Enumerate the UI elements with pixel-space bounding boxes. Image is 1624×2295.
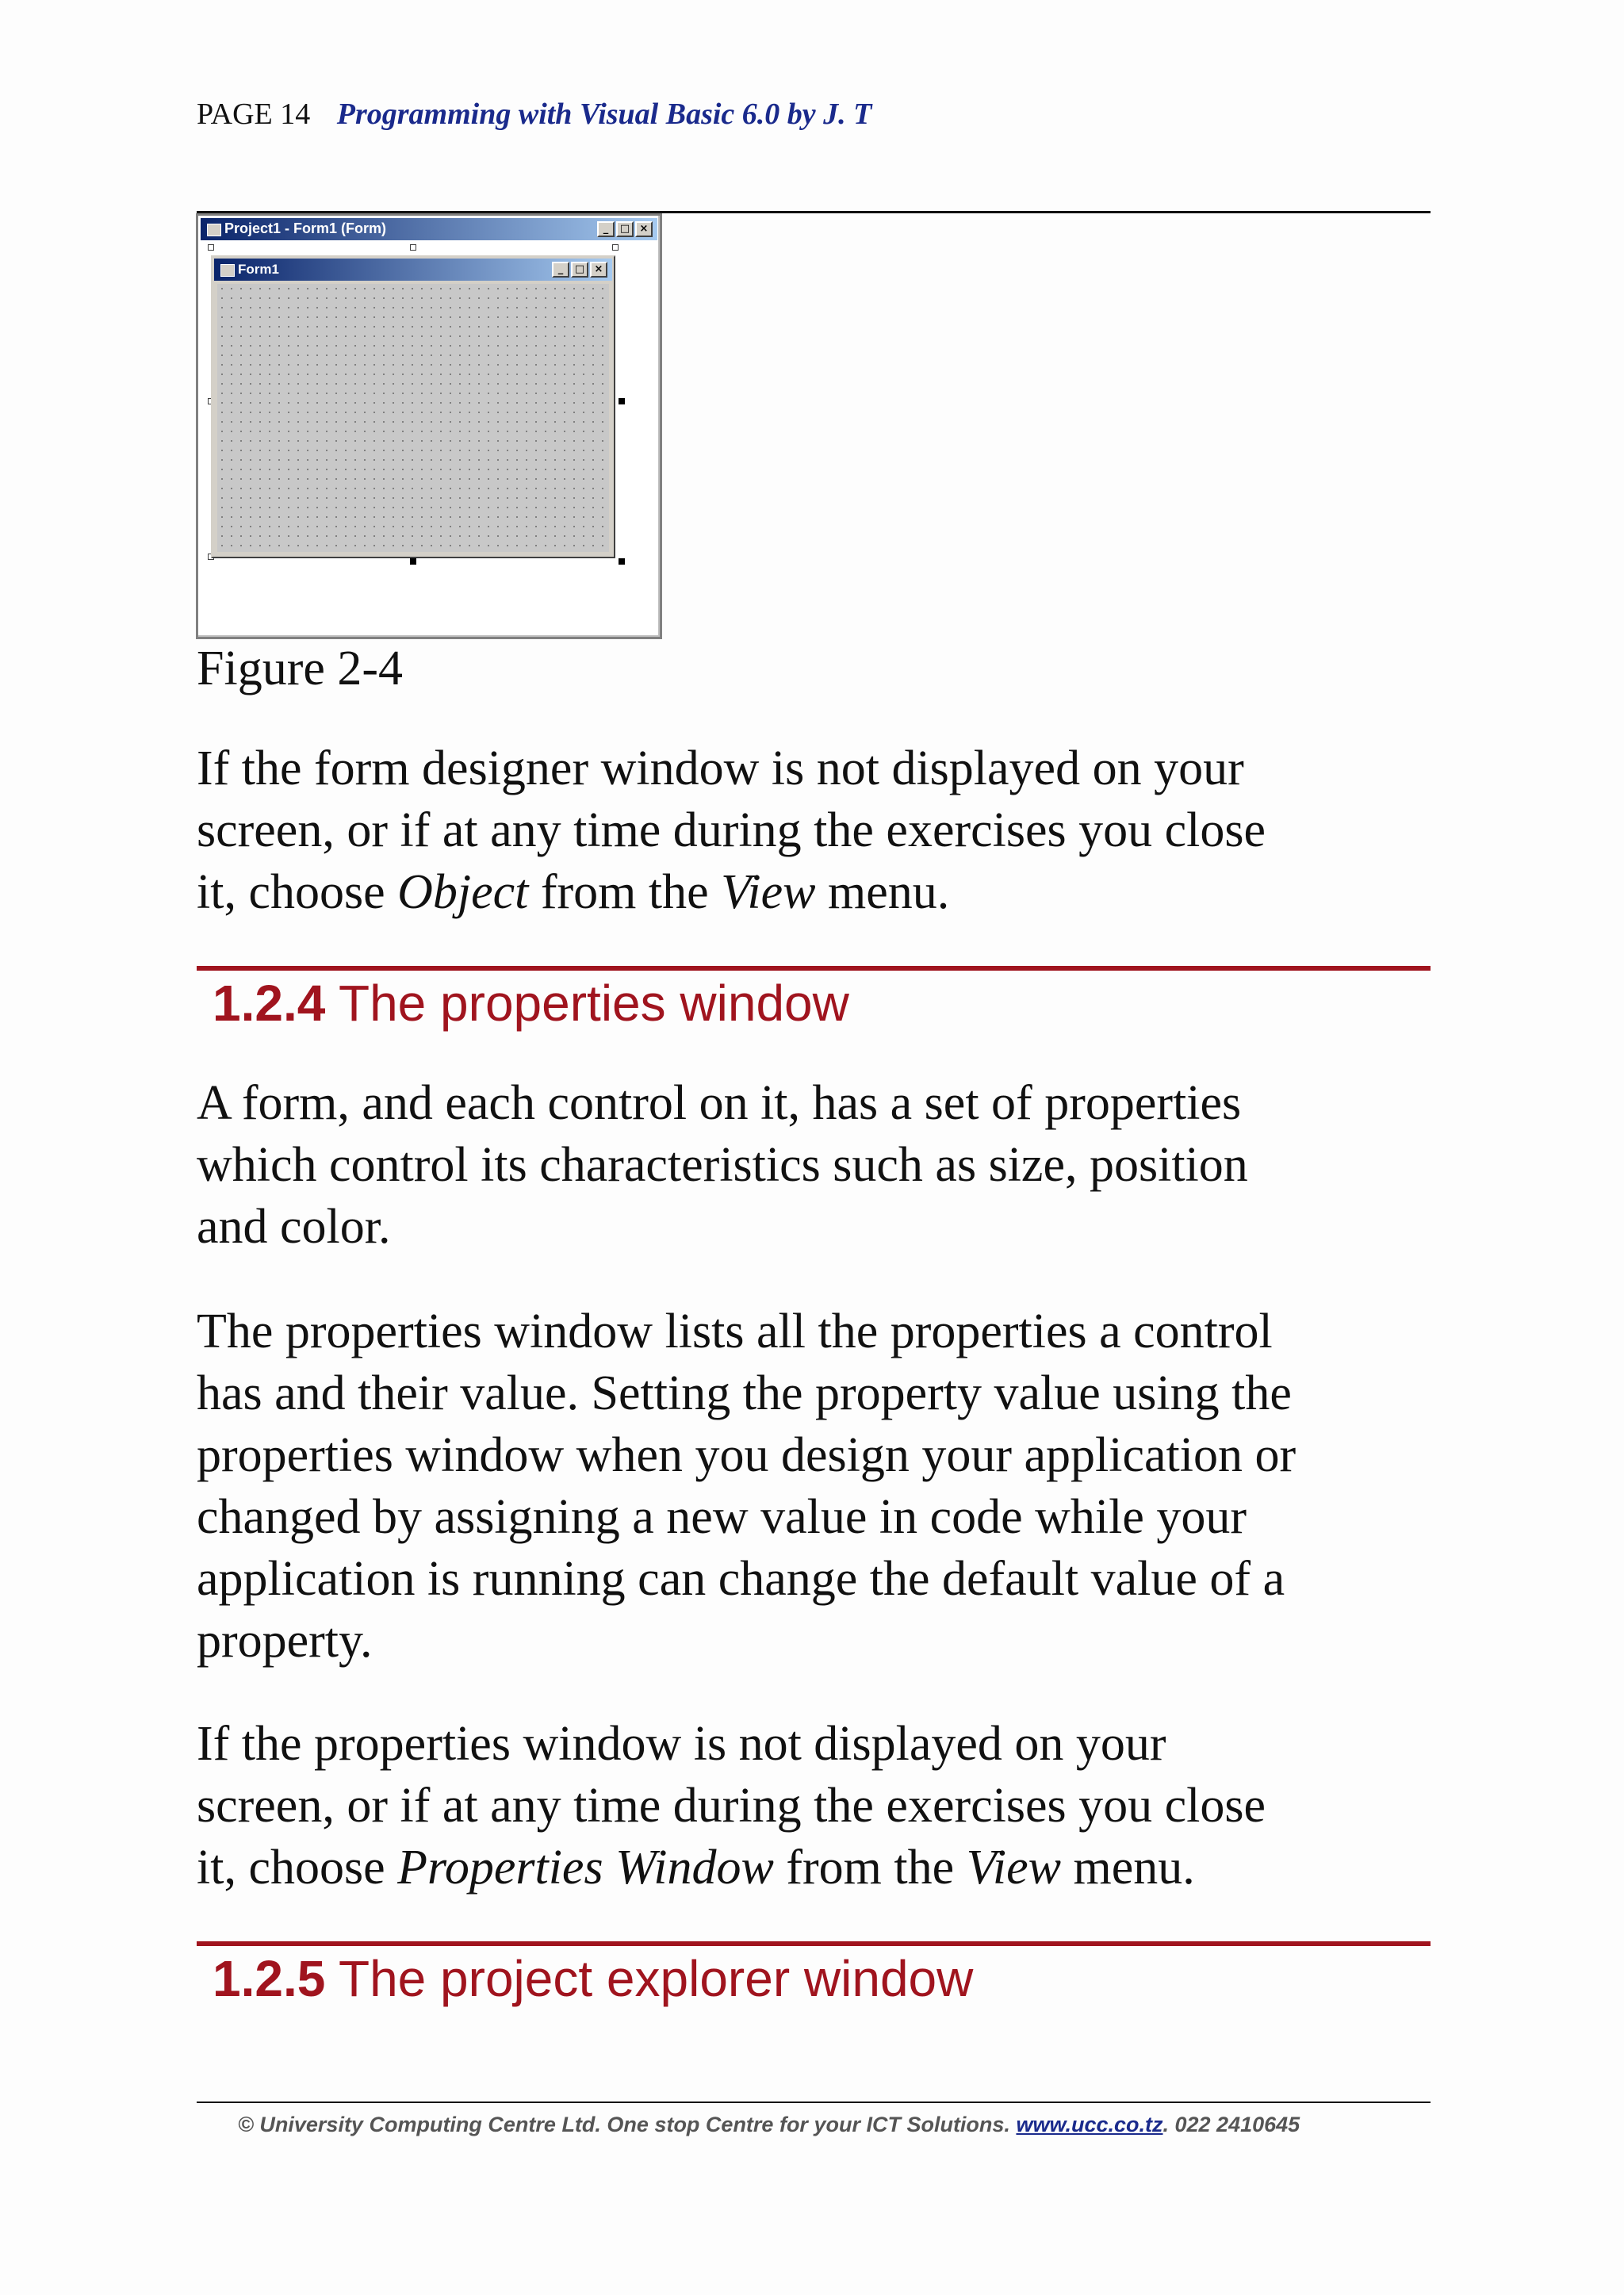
section-heading bbox=[213, 1949, 973, 2008]
page-header bbox=[197, 97, 871, 132]
form-maximize-button[interactable]: □ bbox=[571, 262, 588, 278]
section-rule bbox=[197, 966, 1431, 971]
page-number: PAGE 14 bbox=[197, 98, 311, 131]
menu-term: View bbox=[721, 865, 816, 919]
text-line: properties window when you design your application or bbox=[197, 1428, 1297, 1482]
text-line: and color. bbox=[197, 1200, 391, 1254]
text-line: If the form designer window is not displayed on your bbox=[197, 741, 1244, 795]
text-line: has and their value. Setting the property value using the bbox=[197, 1366, 1292, 1420]
vb-project-window bbox=[196, 213, 662, 639]
resize-handle bbox=[410, 244, 416, 251]
project-window-title: Project1 - Form1 (Form) bbox=[224, 220, 387, 236]
footer-rule bbox=[197, 2102, 1431, 2103]
section-title: The properties window bbox=[325, 975, 849, 1032]
menu-term: Properties Window bbox=[397, 1841, 774, 1895]
text-line: changed by assigning a new value in code while your bbox=[197, 1490, 1247, 1544]
project-window-icon bbox=[207, 224, 221, 236]
form-close-button[interactable]: × bbox=[590, 262, 607, 278]
text-line: screen, or if at any time during the exercises you close bbox=[197, 1779, 1266, 1833]
resize-handle[interactable] bbox=[619, 398, 625, 404]
text-line: If the properties window is not displayed on your bbox=[197, 1717, 1166, 1771]
form-titlebar bbox=[214, 259, 612, 281]
resize-handle bbox=[612, 244, 619, 251]
section-number: 1.2.5 bbox=[213, 1950, 326, 2007]
text-line: property. bbox=[197, 1614, 373, 1668]
page-footer bbox=[238, 2113, 1300, 2137]
menu-term: View bbox=[966, 1841, 1062, 1895]
text-line: which control its characteristics such as size, position bbox=[197, 1138, 1248, 1192]
text-line: from the bbox=[528, 865, 722, 919]
resize-handle bbox=[208, 244, 214, 251]
paragraph-properties-intro bbox=[197, 1072, 1450, 1258]
form-icon bbox=[220, 264, 235, 277]
section-rule bbox=[197, 1941, 1431, 1946]
book-title: Programming with Visual Basic 6.0 by J. T bbox=[336, 98, 872, 131]
section-heading bbox=[213, 974, 849, 1033]
footer-phone: . 022 2410645 bbox=[1162, 2113, 1300, 2136]
figure-caption: Figure 2-4 bbox=[197, 642, 404, 695]
text-line: application is running can change the default value of a bbox=[197, 1552, 1285, 1606]
form-designer-window bbox=[211, 255, 615, 558]
close-button[interactable]: × bbox=[635, 221, 653, 237]
project-window-titlebar bbox=[201, 218, 657, 240]
minimize-button[interactable]: _ bbox=[597, 221, 615, 237]
maximize-button[interactable]: □ bbox=[616, 221, 634, 237]
paragraph-properties-view bbox=[197, 1713, 1450, 1898]
section-number: 1.2.4 bbox=[213, 975, 326, 1032]
text-line: A form, and each control on it, has a set of properties bbox=[197, 1076, 1242, 1130]
form-grid-canvas[interactable] bbox=[217, 284, 609, 552]
paragraph-properties-window bbox=[197, 1301, 1450, 1672]
text-line: it, choose bbox=[197, 865, 398, 919]
paragraph-form-designer bbox=[197, 738, 1450, 923]
resize-handle[interactable] bbox=[619, 558, 625, 565]
text-line: menu. bbox=[1061, 1841, 1195, 1895]
form-minimize-button[interactable]: _ bbox=[552, 262, 569, 278]
text-line: it, choose bbox=[197, 1841, 398, 1895]
footer-link[interactable]: www.ucc.co.tz bbox=[1016, 2113, 1163, 2136]
section-title: The project explorer window bbox=[325, 1950, 974, 2007]
menu-term: Object bbox=[397, 865, 529, 919]
text-line: The properties window lists all the properties a control bbox=[197, 1305, 1273, 1358]
resize-handle[interactable] bbox=[410, 558, 416, 565]
text-line: screen, or if at any time during the exercises you close bbox=[197, 803, 1266, 857]
text-line: menu. bbox=[815, 865, 950, 919]
footer-text: © University Computing Centre Ltd. One stop Centre for your ICT Solutions. bbox=[238, 2113, 1017, 2136]
form-title: Form1 bbox=[238, 262, 279, 277]
text-line: from the bbox=[773, 1841, 967, 1895]
